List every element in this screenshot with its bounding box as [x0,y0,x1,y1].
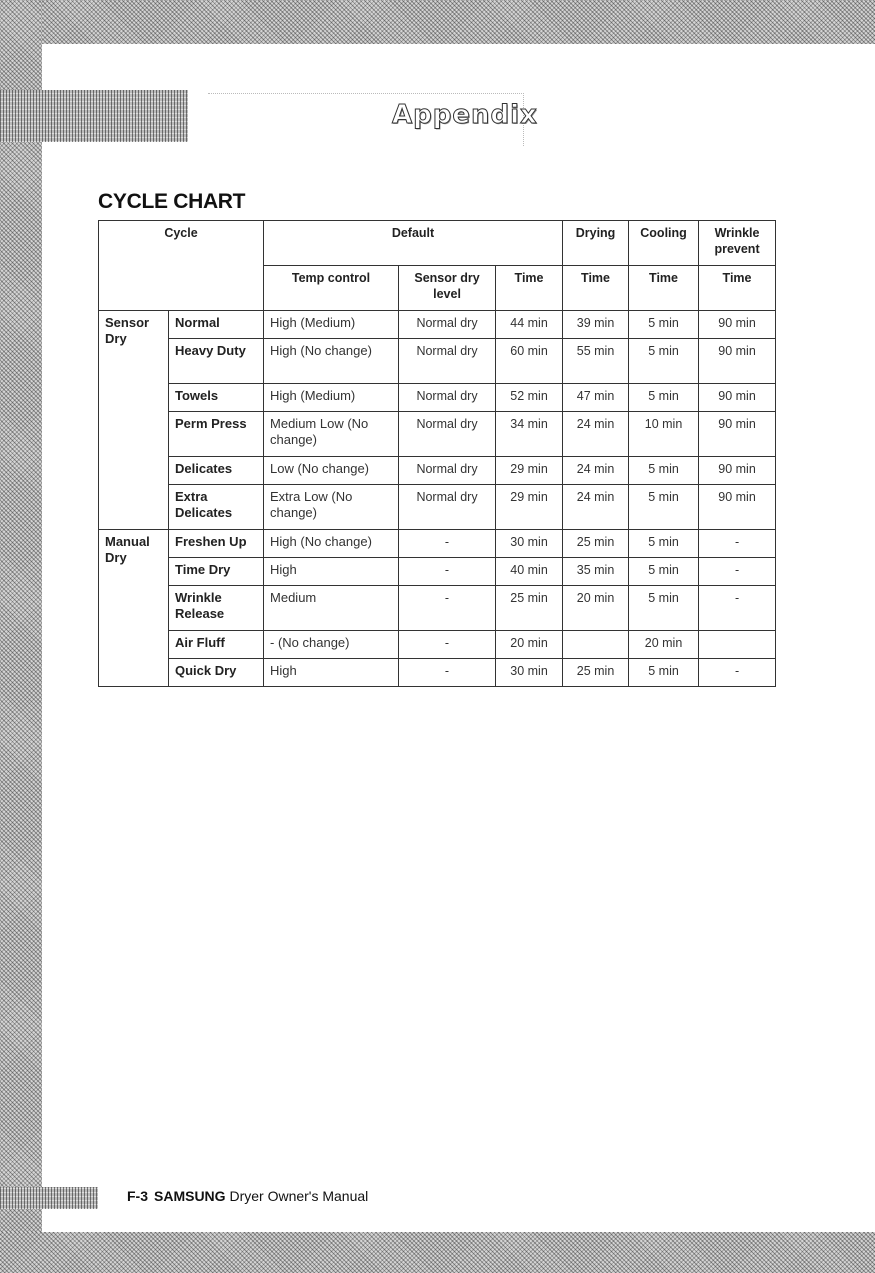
table-row [99,457,776,485]
drying-time-cell: 55 min [563,339,629,384]
category-cell: Sensor Dry [99,311,169,530]
drying-time-cell: 47 min [563,384,629,412]
temp-control-cell: Medium Low (No change) [264,412,399,457]
footer-text: Dryer Owner's Manual [229,1188,369,1204]
cycle-name-cell: Towels [169,384,264,412]
drying-time-cell: 25 min [563,530,629,558]
category-cell: Manual Dry [99,530,169,687]
cycle-chart-table [98,220,776,687]
time-cell: 20 min [496,631,563,659]
header-default: Default [264,221,563,266]
wrinkle-time-cell: 90 min [699,339,776,384]
sensor-dry-level-cell: Normal dry [399,485,496,530]
header-cooling-time: Time [629,266,699,311]
temp-control-cell: High [264,659,399,687]
table-row [99,530,776,558]
page-tab-marker [0,1187,98,1209]
drying-time-cell: 24 min [563,412,629,457]
drying-time-cell: 24 min [563,457,629,485]
table-row [99,311,776,339]
time-cell: 29 min [496,485,563,530]
sensor-dry-level-cell: Normal dry [399,412,496,457]
wrinkle-time-cell: - [699,586,776,631]
temp-control-cell: High (Medium) [264,384,399,412]
time-cell: 25 min [496,586,563,631]
table-row [99,558,776,586]
wrinkle-time-cell [699,631,776,659]
temp-control-cell: Low (No change) [264,457,399,485]
sensor-dry-level-cell: - [399,586,496,631]
wrinkle-time-cell: 90 min [699,457,776,485]
wrinkle-time-cell: - [699,530,776,558]
cooling-time-cell: 5 min [629,558,699,586]
table-row [99,586,776,631]
cycle-name-cell: Freshen Up [169,530,264,558]
cycle-name-cell: Quick Dry [169,659,264,687]
header-drying-time: Time [563,266,629,311]
wrinkle-time-cell: 90 min [699,311,776,339]
sensor-dry-level-cell: - [399,631,496,659]
wrinkle-time-cell: 90 min [699,485,776,530]
cycle-chart-body [99,311,776,687]
page-header-title: Appendix [392,100,538,130]
table-row [99,412,776,457]
table-row [99,485,776,530]
section-title: CYCLE CHART [98,190,246,213]
sensor-dry-level-cell: Normal dry [399,457,496,485]
header-temp-control: Temp control [264,266,399,311]
cooling-time-cell: 5 min [629,311,699,339]
time-cell: 30 min [496,659,563,687]
footer-brand: SAMSUNG [154,1188,226,1204]
wrinkle-time-cell: 90 min [699,412,776,457]
cycle-name-cell: Delicates [169,457,264,485]
page-footer [127,1188,368,1204]
cooling-time-cell: 10 min [629,412,699,457]
temp-control-cell: Medium [264,586,399,631]
drying-time-cell: 35 min [563,558,629,586]
table-row [99,384,776,412]
sensor-dry-level-cell: - [399,558,496,586]
scan-border-left [0,0,42,1273]
cycle-name-cell: Normal [169,311,264,339]
drying-time-cell [563,631,629,659]
scan-border-top [0,0,875,44]
chapter-tab-marker [0,90,188,142]
temp-control-cell: High [264,558,399,586]
header-wrinkle-prevent: Wrinkle prevent [699,221,776,266]
time-cell: 52 min [496,384,563,412]
temp-control-cell: High (No change) [264,530,399,558]
wrinkle-time-cell: - [699,659,776,687]
header-time: Time [496,266,563,311]
cycle-name-cell: Air Fluff [169,631,264,659]
time-cell: 34 min [496,412,563,457]
header-cooling: Cooling [629,221,699,266]
cooling-time-cell: 5 min [629,530,699,558]
cooling-time-cell: 5 min [629,485,699,530]
sensor-dry-level-cell: Normal dry [399,311,496,339]
time-cell: 40 min [496,558,563,586]
wrinkle-time-cell: - [699,558,776,586]
temp-control-cell: Extra Low (No change) [264,485,399,530]
header-wrinkle-time: Time [699,266,776,311]
sensor-dry-level-cell: Normal dry [399,384,496,412]
sensor-dry-level-cell: - [399,530,496,558]
cycle-name-cell: Time Dry [169,558,264,586]
table-row [99,631,776,659]
temp-control-cell: High (Medium) [264,311,399,339]
drying-time-cell: 24 min [563,485,629,530]
cooling-time-cell: 20 min [629,631,699,659]
header-sensor-dry-level: Sensor dry level [399,266,496,311]
cycle-name-cell: Wrinkle Release [169,586,264,631]
drying-time-cell: 39 min [563,311,629,339]
cycle-name-cell: Extra Delicates [169,485,264,530]
scan-border-bottom [0,1232,875,1273]
time-cell: 29 min [496,457,563,485]
time-cell: 60 min [496,339,563,384]
wrinkle-time-cell: 90 min [699,384,776,412]
table-row [99,659,776,687]
cooling-time-cell: 5 min [629,384,699,412]
time-cell: 30 min [496,530,563,558]
cooling-time-cell: 5 min [629,586,699,631]
temp-control-cell: High (No change) [264,339,399,384]
header-drying: Drying [563,221,629,266]
cycle-name-cell: Perm Press [169,412,264,457]
time-cell: 44 min [496,311,563,339]
table-row [99,339,776,384]
temp-control-cell: - (No change) [264,631,399,659]
cooling-time-cell: 5 min [629,457,699,485]
cycle-name-cell: Heavy Duty [169,339,264,384]
cooling-time-cell: 5 min [629,659,699,687]
page-number: F-3 [127,1188,148,1204]
drying-time-cell: 25 min [563,659,629,687]
sensor-dry-level-cell: Normal dry [399,339,496,384]
drying-time-cell: 20 min [563,586,629,631]
cooling-time-cell: 5 min [629,339,699,384]
sensor-dry-level-cell: - [399,659,496,687]
header-cycle: Cycle [99,221,264,311]
